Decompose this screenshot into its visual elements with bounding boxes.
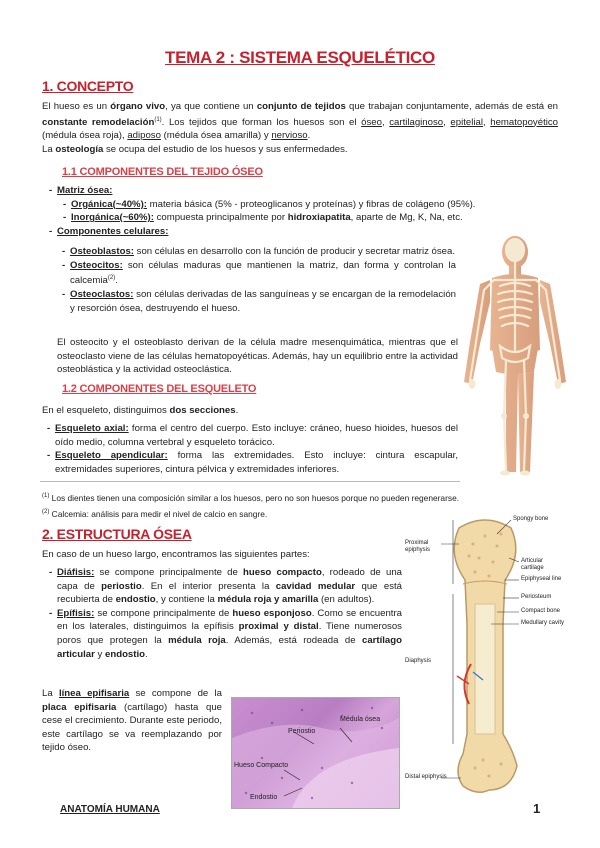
label-distal: Distal epiphysis bbox=[405, 774, 447, 780]
footer-subject: ANATOMÍA HUMANA bbox=[60, 804, 160, 815]
histology-image bbox=[231, 697, 400, 809]
skeleton-illustration bbox=[460, 232, 570, 480]
histo-label-periostio: Periostio bbox=[288, 728, 316, 735]
subsection-heading-esqueleto: 1.2 COMPONENTES DEL ESQUELETO bbox=[62, 383, 257, 395]
label-proximal: Proximal epiphysis bbox=[405, 540, 431, 553]
long-bone-diagram bbox=[405, 514, 565, 796]
bone-label-leaders bbox=[405, 514, 565, 796]
histology-texture bbox=[232, 698, 399, 808]
linea-epifisaria-paragraph: La línea epifisaria se compone de la placa epifisaria (cartílago) hasta que cese el crecimiento. Durante este periodo, este cartílago se va reemplazando por tejido óseo. bbox=[42, 688, 222, 754]
label-compact: Compact bone bbox=[521, 608, 561, 614]
estructura-list: - Diáfisis: se compone principalmente de hueso compacto, rodeado de una capa de periostio. En el interior presenta la cavidad medular que está recubierta de endostio, y contiene la médula roja y amarilla (en adultos). - Epífisis: se compone principalmente de hueso esponjoso. Como se encuentra en los laterales, distinguimos la epífisis proximal y distal. Tiene numerosos poros que protegen la médula roja. Además, está rodeada de cartílago articular y endostio. bbox=[57, 566, 402, 661]
label-spongy: Spongy bone bbox=[513, 516, 549, 522]
footnote-divider bbox=[40, 481, 460, 482]
label-medullary: Medullary cavity bbox=[521, 620, 565, 626]
estructura-intro: En caso de un hueso largo, encontramos las siguientes partes: bbox=[42, 549, 310, 560]
page-title: TEMA 2 : SISTEMA ESQUELÉTICO bbox=[165, 48, 435, 67]
esqueleto-list: - Esqueleto axial: forma el centro del cuerpo. Esto incluye: cráneo, hueso hioides, huesos del oído medio, columna vertebral y esqueleto torácico. - Esqueleto apendicular: forma las extremidades. Esto incluye: cintura escapular, extremidades superiores, cintura pélvica y extremidades inferiores. bbox=[55, 422, 458, 476]
footnote-1: $^{(1)}$ Los dientes tienen una composición similar a los huesos, pero no son huesos porque no pueden regenerarse. bbox=[42, 492, 460, 503]
tejido-list: - Matriz ósea: - Orgánica(~40%): materia básica (5% - proteoglicanos y proteínas) y fibras de colágeno (95%). - Inorgánica(~60%): compuesta principalmente por hidroxiapatita, aparte de Mg, K, Na, etc. - Componentes celulares: bbox=[57, 184, 559, 238]
section-heading-estructura: 2. ESTRUCTURA ÓSEA bbox=[42, 526, 192, 542]
esqueleto-intro: En el esqueleto, distinguimos dos secciones. bbox=[42, 405, 239, 416]
section-heading-concepto: 1. CONCEPTO bbox=[42, 78, 134, 94]
celulares-list: - Osteoblastos: son células en desarrollo con la función de producir y secretar matriz ósea. - Osteocitos: son células maduras que mantienen la matriz, dan forma y controlan la calcemia$^{(2)}$. - Osteoclastos: son células derivadas de las sanguíneas y se encargan de la remodelación y resorción ósea, destruyendo el hueso. bbox=[70, 245, 456, 315]
histo-label-medula: Médula ósea bbox=[340, 716, 381, 723]
label-articular: Articular cartilage bbox=[521, 558, 544, 571]
osteocito-paragraph: El osteocito y el osteoblasto derivan de la célula madre mesenquimática, mientras que el osteoclasto viene de las células hematopoyéticas. Además, hay un equilibrio entre la actividad osteoblástica y la actividad osteoclástica. bbox=[57, 337, 458, 376]
histo-label-compacto: Hueso Compacto bbox=[234, 762, 289, 769]
footnote-2: $^{(2)}$ Calcemia: análisis para medir el nivel de calcio en sangre. bbox=[42, 508, 268, 519]
label-diaphysis: Diaphysis bbox=[405, 658, 432, 664]
histo-label-endostio: Endostio bbox=[250, 794, 278, 801]
page-number: 1 bbox=[533, 801, 541, 816]
concepto-paragraph: El hueso es un órgano vivo, ya que contiene un conjunto de tejidos que trabajan conjuntamente, además de está en constante remodelación$^{(1)}$. Los tejidos que forman los huesos son el óseo, cartilaginoso, epitelial, hematopoyético (médula ósea roja), adiposo (médula ósea amarilla) y nervioso. La osteología se ocupa del estudio de los huesos y sus enfermedades. bbox=[42, 101, 559, 155]
label-epiphyseal: Epiphyseal line bbox=[521, 576, 562, 582]
subsection-heading-tejido: 1.1 COMPONENTES DEL TEJIDO ÓSEO bbox=[62, 166, 263, 178]
label-periosteum: Periosteum bbox=[521, 594, 552, 600]
